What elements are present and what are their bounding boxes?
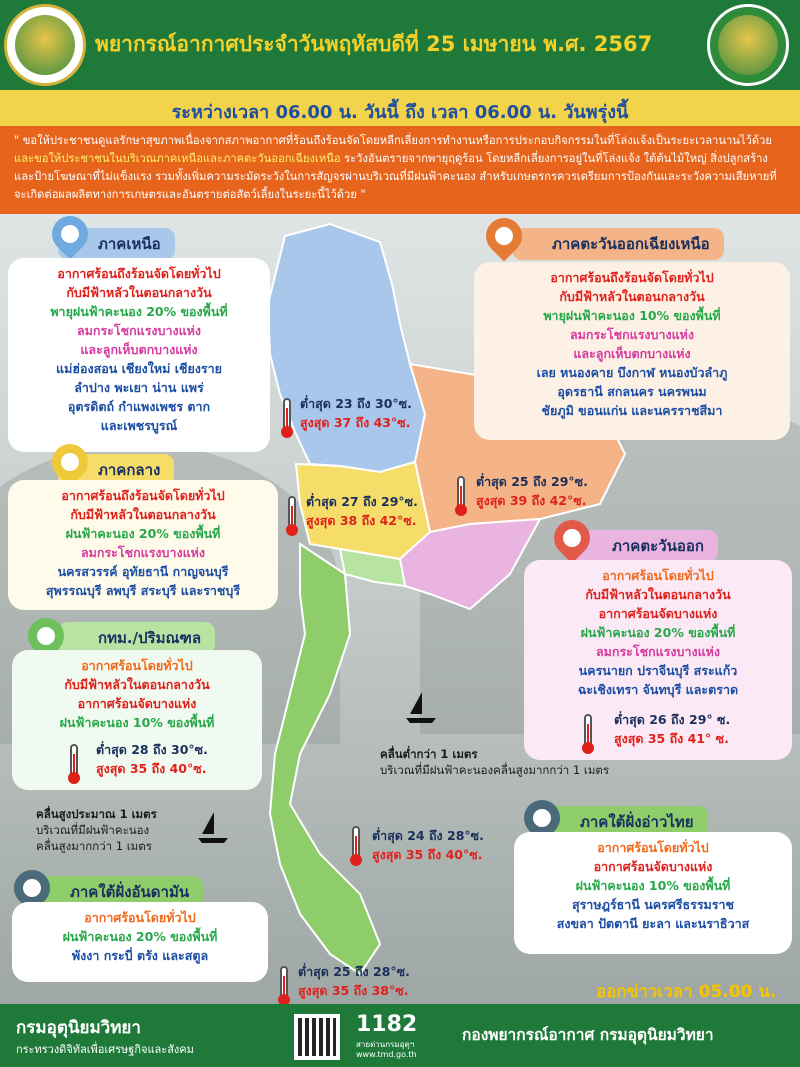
temp-low: ต่ำสุด 25 ถึง 29°ซ. — [476, 474, 588, 489]
forecast-line: นครนายก ปราจีนบุรี สระแก้ว — [578, 663, 738, 678]
forecast-map-area — [0, 214, 800, 1004]
temp-high: สูงสุด 35 ถึง 40°ซ. — [372, 847, 483, 862]
temp-high: สูงสุด 35 ถึง 38°ซ. — [298, 983, 409, 998]
wave-info-gulf — [380, 746, 609, 778]
bureau-name: กองพยากรณ์อากาศ กรมอุตุนิยมวิทยา — [462, 1026, 714, 1044]
hotline-number: 1182 — [356, 1012, 418, 1037]
wave-detail: คลื่นสูงมากกว่า 1 เมตร — [36, 839, 152, 853]
temp-high: สูงสุด 39 ถึง 42°ซ. — [476, 493, 587, 508]
wave-detail: บริเวณที่มีฝนฟ้าคะนอง — [36, 823, 150, 837]
forecast-line: พายุฝนฟ้าคะนอง 10% ของพื้นที่ — [543, 308, 721, 323]
forecast-line: ลมกระโชกแรงบางแห่ง — [81, 545, 205, 560]
forecast-line: พังงา กระบี่ ตรัง และสตูล — [71, 948, 209, 963]
forecast-line: สงขลา ปัตตานี ยะลา และนราธิวาส — [556, 916, 750, 931]
temp-bangkok — [96, 740, 208, 778]
forecast-line: กับมีฟ้าหลัวในตอนกลางวัน — [66, 285, 212, 300]
wave-title: คลื่นสูงประมาณ 1 เมตร — [36, 807, 157, 821]
tab-east — [572, 530, 718, 562]
forecast-line: ลมกระโชกแรงบางแห่ง — [596, 644, 720, 659]
forecast-line: ฝนฟ้าคะนอง 10% ของพื้นที่ — [575, 878, 731, 893]
forecast-line: และลูกเห็บตกบางแห่ง — [80, 342, 198, 357]
forecast-line: ฝนฟ้าคะนอง 10% ของพื้นที่ — [59, 715, 215, 730]
forecast-line: กับมีฟ้าหลัวในตอนกลางวัน — [70, 507, 216, 522]
page-title: พยากรณ์อากาศประจำวันพฤหัสบดีที่ 25 เมษายน พ.ศ. 2567 — [95, 32, 653, 56]
map-region-south — [270, 544, 380, 974]
forecast-line: อากาศร้อนโดยทั่วไป — [81, 658, 193, 673]
forecast-line: พายุฝนฟ้าคะนอง 20% ของพื้นที่ — [50, 304, 228, 319]
tab-northeast — [512, 228, 724, 260]
temp-high: สูงสุด 38 ถึง 42°ซ. — [306, 513, 417, 528]
temp-north — [300, 394, 412, 432]
release-time: ออกข่าวเวลา 05.00 น. — [596, 982, 777, 1002]
forecast-line: ฝนฟ้าคะนอง 20% ของพื้นที่ — [580, 625, 736, 640]
temp-south-andaman — [298, 962, 410, 1000]
forecast-line: ลำปาง พะเยา น่าน แพร่ — [74, 380, 204, 395]
region-name-northeast: ภาคตะวันออกเฉียงเหนือ — [552, 235, 710, 253]
forecast-line: สุพรรณบุรี ลพบุรี สระบุรี และราชบุรี — [45, 583, 241, 598]
thermometer-icon — [283, 398, 291, 432]
temp-low: ต่ำสุด 27 ถึง 29°ซ. — [306, 494, 418, 509]
header-bar — [0, 0, 800, 90]
wave-detail: บริเวณที่มีฝนฟ้าคะนองคลื่นสูงมากกว่า 1 เมตร — [380, 763, 610, 777]
temp-low: ต่ำสุด 23 ถึง 30°ซ. — [300, 396, 412, 411]
forecast-line: อากาศร้อนโดยทั่วไป — [597, 840, 709, 855]
forecast-line: ฝนฟ้าคะนอง 20% ของพื้นที่ — [62, 929, 218, 944]
forecast-line: กับมีฟ้าหลัวในตอนกลางวัน — [585, 587, 731, 602]
advisory-text-2: ระวังอันตรายจากพายุฤดูร้อน โดยหลีกเลี่ยงการอยู่ในที่โล่งแจ้ง ใต้ต้นไม้ใหญ่ สิ่งปลูกสร้าง และป้ายโฆษณาที่ไม่แข็งแรง รวมทั้งเพิ่มความระมัดระวังในการสัญจรผ่านบริเวณที่มีฝนฟ้าคะนอง สำหรับเกษตรกรควรเตรียมการป้องกันและระวังความเสียหายที่จะเกิดต่อผลผลิตทางการเกษตรและอันตรายต่อสัตว์เลี้ยงในระยะนี้ไว้ด้วย " — [14, 152, 777, 201]
thermometer-icon — [280, 966, 288, 1000]
forecast-period-banner — [0, 90, 800, 126]
forecast-line: และเพชรบูรณ์ — [100, 418, 178, 433]
forecast-line: อุดรธานี สกลนคร นครพนม — [557, 384, 707, 399]
region-name-east: ภาคตะวันออก — [612, 537, 704, 555]
thermometer-icon — [288, 496, 296, 530]
forecast-line: อากาศร้อนจัดบางแห่ง — [598, 606, 718, 621]
forecast-line: ฉะเชิงเทรา จันทบุรี และตราด — [577, 682, 739, 697]
advisory-text-highlight: และขอให้ประชาชนในบริเวณภาคเหนือและภาคตะวันออกเฉียงเหนือ — [14, 152, 341, 165]
card-north — [8, 258, 270, 452]
advisory-text-1: " ขอให้ประชาชนดูแลรักษาสุขภาพเนื่องจากสภาพอากาศที่ร้อนถึงร้อนจัดโดยหลีกเลี่ยงการทำงานหรือการประกอบกิจกรรมในที่โล่งแจ้งเป็นระยะเวลานานไว้ด้วย — [14, 134, 772, 147]
forecast-line: อากาศร้อนจัดบางแห่ง — [593, 859, 713, 874]
region-name-south-andaman: ภาคใต้ฝั่งอันดามัน — [70, 883, 190, 901]
region-name-central: ภาคกลาง — [98, 461, 161, 479]
temp-high: สูงสุด 35 ถึง 41° ซ. — [614, 731, 729, 746]
temp-low: ต่ำสุด 26 ถึง 29° ซ. — [614, 712, 731, 727]
card-south-gulf — [514, 832, 792, 954]
department-name: กรมอุตุนิยมวิทยา — [16, 1018, 141, 1038]
forecast-line: แม่ฮ่องสอน เชียงใหม่ เชียงราย — [56, 361, 222, 376]
temp-northeast — [476, 472, 588, 510]
thermometer-icon — [70, 744, 78, 778]
royal-emblem-logo — [4, 4, 86, 86]
temp-low: ต่ำสุด 25 ถึง 28°ซ. — [298, 964, 410, 979]
ministry-name: กระทรวงดิจิทัลเพื่อเศรษฐกิจและสังคม — [16, 1043, 194, 1056]
forecast-line: กับมีฟ้าหลัวในตอนกลางวัน — [559, 289, 705, 304]
thermometer-icon — [584, 714, 592, 748]
temp-high: สูงสุด 35 ถึง 40°ซ. — [96, 761, 207, 776]
advisory-notice — [0, 126, 800, 214]
temp-low: ต่ำสุด 24 ถึง 28°ซ. — [372, 828, 484, 843]
temp-east — [614, 710, 730, 748]
card-central — [8, 480, 278, 610]
forecast-line: และลูกเห็บตกบางแห่ง — [573, 346, 691, 361]
forecast-line: อากาศร้อนโดยทั่วไป — [84, 910, 196, 925]
temp-south-gulf — [372, 826, 484, 864]
wave-title: คลื่นต่ำกว่า 1 เมตร — [380, 747, 478, 761]
forecast-line: ชัยภูมิ ขอนแก่น และนครราชสีมา — [541, 403, 723, 418]
card-south-andaman — [12, 902, 268, 982]
forecast-line: อากาศร้อนถึงร้อนจัดโดยทั่วไป — [57, 266, 221, 281]
thermometer-icon — [352, 826, 360, 860]
sailboat-icon — [404, 690, 438, 724]
forecast-line: อากาศร้อนโดยทั่วไป — [602, 568, 714, 583]
forecast-line: ฝนฟ้าคะนอง 20% ของพื้นที่ — [65, 526, 221, 541]
footer-bar — [0, 1004, 800, 1067]
region-name-south-gulf: ภาคใต้ฝั่งอ่าวไทย — [580, 813, 694, 831]
tmd-seal-logo — [707, 4, 789, 86]
qr-code[interactable] — [294, 1014, 340, 1060]
thermometer-icon — [457, 476, 465, 510]
forecast-line: อากาศร้อนถึงร้อนจัดโดยทั่วไป — [550, 270, 714, 285]
temp-low: ต่ำสุด 28 ถึง 30°ซ. — [96, 742, 208, 757]
temp-central — [306, 492, 418, 530]
card-northeast — [474, 262, 790, 440]
forecast-line: กับมีฟ้าหลัวในตอนกลางวัน — [64, 677, 210, 692]
hotline-caption — [356, 1040, 417, 1060]
forecast-line: อากาศร้อนจัดบางแห่ง — [77, 696, 197, 711]
sailboat-icon — [196, 810, 230, 844]
forecast-line: ลมกระโชกแรงบางแห่ง — [77, 323, 201, 338]
forecast-line: ลมกระโชกแรงบางแห่ง — [570, 327, 694, 342]
hotline-label: สายด่วนกรมอุตุฯ — [356, 1040, 415, 1049]
forecast-line: เลย หนองคาย บึงกาฬ หนองบัวลำภู — [536, 365, 728, 380]
forecast-period: ระหว่างเวลา 06.00 น. วันนี้ ถึง เวลา 06.00 น. วันพรุ่งนี้ — [171, 102, 629, 123]
region-name-north: ภาคเหนือ — [98, 235, 161, 253]
temp-high: สูงสุด 37 ถึง 43°ซ. — [300, 415, 411, 430]
forecast-line: อากาศร้อนถึงร้อนจัดโดยทั่วไป — [61, 488, 225, 503]
wave-info-andaman — [36, 806, 157, 854]
region-name-bangkok: กทม./ปริมณฑล — [98, 629, 202, 647]
website-link[interactable]: www.tmd.go.th — [356, 1050, 417, 1059]
forecast-line: สุราษฎร์ธานี นครศรีธรรมราช — [571, 897, 735, 912]
forecast-line: อุตรดิตถ์ กำแพงเพชร ตาก — [67, 399, 211, 414]
forecast-line: นครสวรรค์ อุทัยธานี กาญจนบุรี — [57, 564, 229, 579]
